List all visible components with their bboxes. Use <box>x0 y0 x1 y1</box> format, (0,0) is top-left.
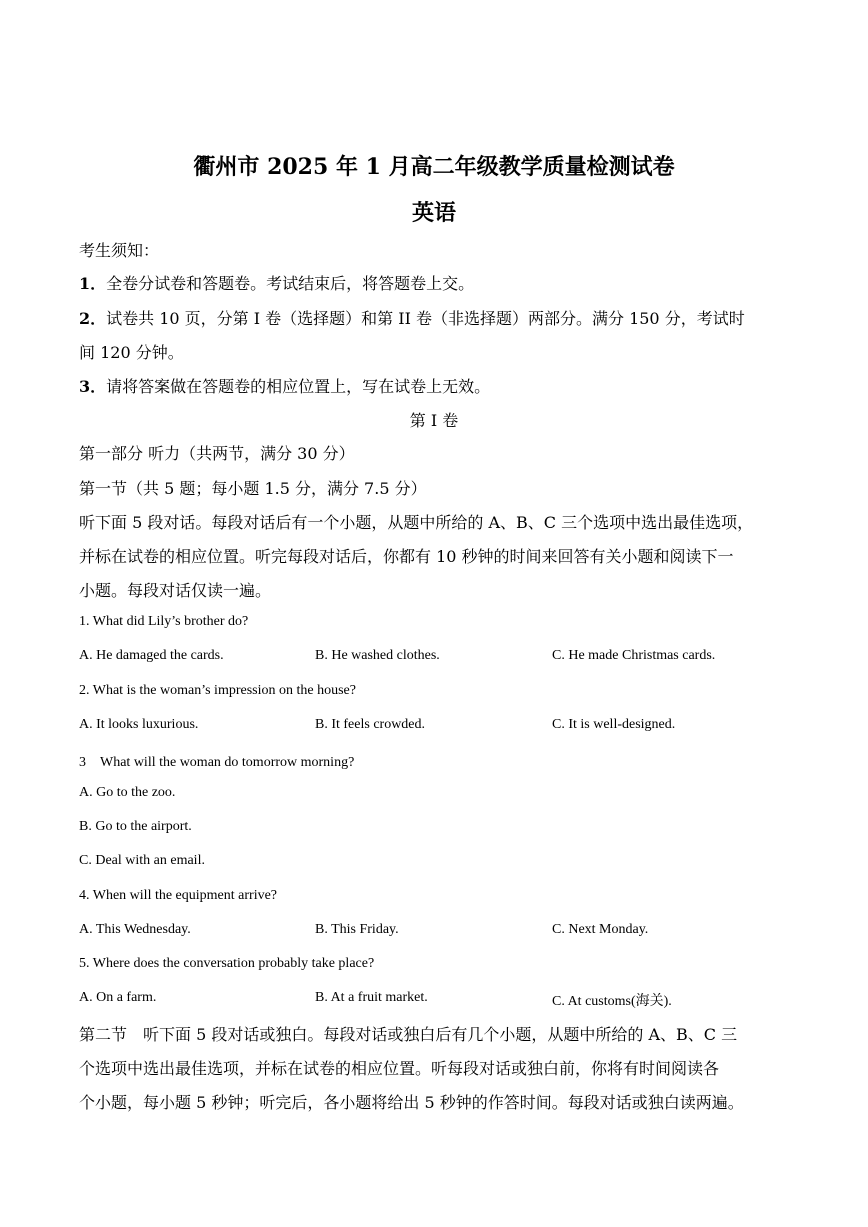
notice-item-2-cont: 间 120 分钟。 <box>79 343 184 362</box>
notice-item-1-number: 1． <box>79 274 107 293</box>
question-3: 3 What will the woman do tomorrow morning? <box>79 755 355 770</box>
notice-item-3 <box>79 374 490 397</box>
notice-item-2-text: 试卷共 10 页，分第 I 卷（选择题）和第 II 卷（非选择题）两部分。满分 150 分，考试时 <box>106 309 745 328</box>
question-5-option-c: C. At customs(海关). <box>552 994 672 1009</box>
section2-instructions-2: 个选项中选出最佳选项，并标在试卷的相应位置。听每段对话或独白前，你将有时间阅读各 <box>79 1059 720 1078</box>
question-4-option-b: B. This Friday. <box>315 922 399 937</box>
question-4: 4. When will the equipment arrive? <box>79 888 278 903</box>
question-3-option-c: C. Deal with an email. <box>79 853 205 868</box>
notice-item-2-number: 2． <box>79 309 107 328</box>
volume-heading: 第 I 卷 <box>409 411 459 430</box>
question-2-option-b: B. It feels crowded. <box>315 717 426 732</box>
section2-instructions-3: 个小题，每小题 5 秒钟；听完后，各小题将给出 5 秒钟的作答时间。每段对话或独白读两遍。 <box>79 1093 744 1112</box>
subject-title: 英语 <box>411 200 456 226</box>
notice-heading: 考生须知： <box>79 241 160 260</box>
notice-item-3-number: 3． <box>79 377 107 396</box>
question-3-option-a: A. Go to the zoo. <box>79 785 176 800</box>
question-1-option-c: C. He made Christmas cards. <box>552 648 716 663</box>
question-5: 5. Where does the conversation probably take place? <box>79 956 375 971</box>
notice-item-3-text: 请将答案做在答题卷的相应位置上，写在试卷上无效。 <box>106 377 491 396</box>
section1-heading: 第一节（共 5 题；每小题 1.5 分，满分 7.5 分） <box>79 479 427 498</box>
question-2-option-a: A. It looks luxurious. <box>79 717 199 732</box>
question-4-option-c: C. Next Monday. <box>552 922 649 937</box>
notice-item-2 <box>79 306 745 329</box>
question-2-option-c: C. It is well-designed. <box>552 717 676 732</box>
question-2: 2. What is the woman’s impression on the house? <box>79 683 356 698</box>
section1-instructions-1: 听下面 5 段对话。每段对话后有一个小题，从题中所给的 A、B、C 三个选项中选出最佳选项， <box>79 513 754 532</box>
notice-item-1 <box>79 271 474 294</box>
question-4-option-a: A. This Wednesday. <box>79 922 191 937</box>
exam-title: 衢州市 2025 年 1 月高二年级教学质量检测试卷 <box>193 154 675 180</box>
question-1-option-b: B. He washed clothes. <box>315 648 440 663</box>
question-3-option-b: B. Go to the airport. <box>79 819 192 834</box>
part1-heading: 第一部分 听力（共两节，满分 30 分） <box>79 444 355 463</box>
section1-instructions-2: 并标在试卷的相应位置。听完每段对话后，你都有 10 秒钟的时间来回答有关小题和阅读下一 <box>79 547 734 566</box>
question-5-option-a: A. On a farm. <box>79 990 157 1005</box>
question-5-option-b: B. At a fruit market. <box>315 990 428 1005</box>
question-1-option-a: A. He damaged the cards. <box>79 648 224 663</box>
question-1: 1. What did Lily’s brother do? <box>79 614 249 629</box>
section1-instructions-3: 小题。每段对话仅读一遍。 <box>79 581 272 600</box>
section2-instructions-1: 第二节 听下面 5 段对话或独白。每段对话或独白后有几个小题，从题中所给的 A、B、C 三 <box>79 1025 738 1044</box>
notice-item-1-text: 全卷分试卷和答题卷。考试结束后，将答题卷上交。 <box>106 274 475 293</box>
